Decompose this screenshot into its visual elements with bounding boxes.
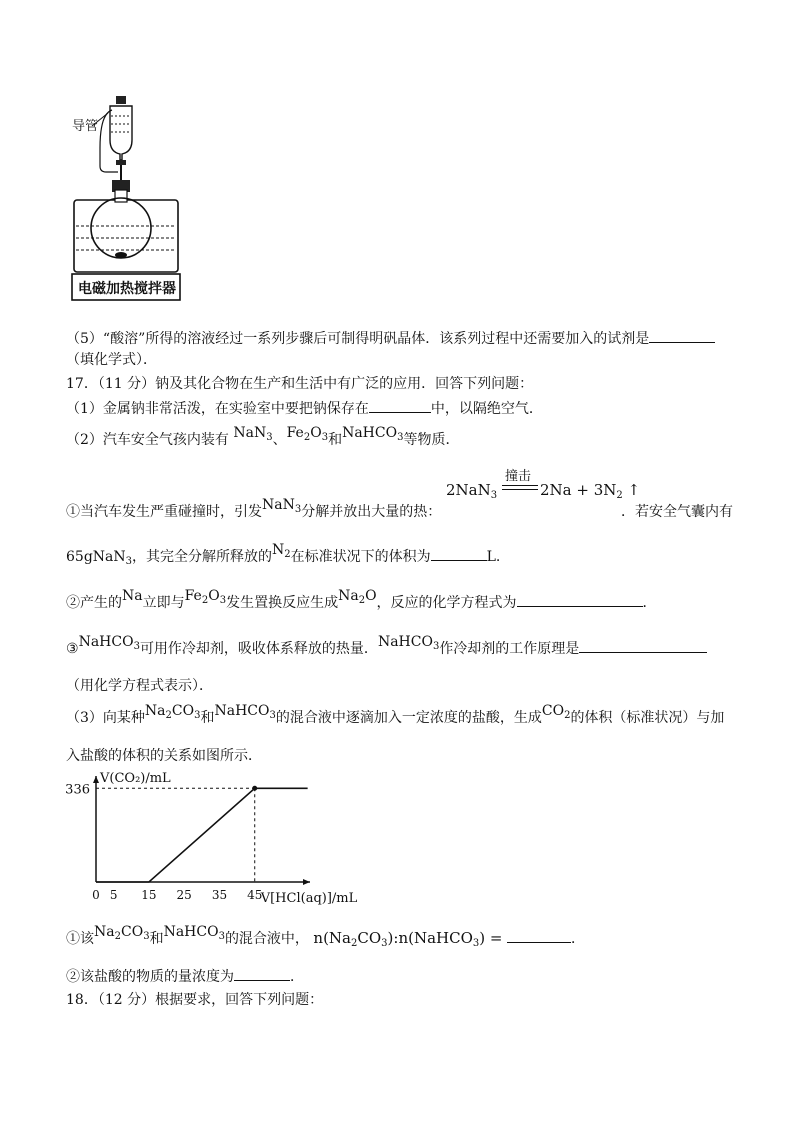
x-tick-label: 5 <box>109 888 118 902</box>
formula-fe2o3: $Fe_2O_3$ <box>286 425 329 443</box>
tube-label: 导管 <box>72 119 99 134</box>
eq-right: $2Na + 3N_2$ ↑ <box>540 481 641 501</box>
q17-c1-line2: 65gNaN$_3$，其完全分解所释放的$N_2$在标准状况下的体积为 L. <box>66 542 501 567</box>
eq-double-line <box>502 485 538 490</box>
q17-part3: （3）向某种$Na_2CO_3$和NaHCO$_3$的混合液中逐滴加入一定浓度的盐酸，生成$CO_2$的体积（标准状况）与加 <box>66 703 725 726</box>
x-axis-arrow <box>303 879 310 885</box>
formula-fe2o3: $Fe_2O_3$ <box>184 588 227 606</box>
formula-mass: 65gNaN$_3$ <box>66 549 132 567</box>
formula-n2: $N_2$ <box>272 542 291 560</box>
q16-5-line2: （填化学式）． <box>66 352 157 368</box>
eq-condition: 撞击 <box>505 469 532 484</box>
x-axis-label: V[HCl(aq)]/mL <box>260 891 358 906</box>
y-axis-label: V(CO₂)/mL <box>100 771 171 786</box>
formula-nan3: NaN$_3$ <box>262 497 302 515</box>
formula-na2o: $Na_2O$ <box>338 588 377 606</box>
x-tick-label: 25 <box>176 888 192 902</box>
x-tick-label: 15 <box>141 888 157 902</box>
q17-part3-line2: 入盐酸的体积的关系如图所示． <box>66 748 262 764</box>
funnel-body <box>110 106 132 160</box>
funnel-cap <box>116 96 126 104</box>
stirrer-label: 电磁加热搅拌器 <box>78 281 176 297</box>
formula-na2co3: $Na_2CO_3$ <box>94 924 150 942</box>
ratio-expression: $n(Na_2CO_3):n(NaHCO_3)$ = <box>313 929 503 949</box>
q17-c3: ③NaHCO$_3$可用作冷却剂，吸收体系释放的热量．NaHCO$_3$作冷却剂的工作原理是 <box>66 638 707 664</box>
q17-part1: （1）金属钠非常活泼，在实验室中要把钠保存在 中，以隔绝空气． <box>66 398 543 419</box>
q17-c3-line2: （用化学方程式表示）． <box>66 678 213 694</box>
formula-nahco3: NaHCO$_3$ <box>78 634 140 652</box>
formula-na2co3: $Na_2CO_3$ <box>144 703 201 721</box>
q17-c1-line1: ①当汽车发生严重碰撞时，引发NaN$_3$分解并放出大量的热： ．若安全气囊内有 <box>66 497 733 520</box>
answer-blank[interactable] <box>649 328 715 343</box>
formula-nahco3: NaHCO$_3$ <box>214 703 276 721</box>
q17-s1: ①该$Na_2CO_3$和NaHCO$_3$的混合液中， $n(Na_2CO_3):n(NaHCO_3)$ = ． <box>66 924 585 949</box>
answer-blank[interactable] <box>369 398 431 413</box>
answer-blank[interactable] <box>234 966 290 981</box>
stir-bar <box>115 252 127 258</box>
formula-nahco3: NaHCO$_3$ <box>163 924 225 942</box>
y-axis-arrow <box>93 776 99 783</box>
formula-nahco3: NaHCO$_3$ <box>377 634 440 652</box>
q17-part2: （2）汽车安全气孩内装有 NaN$_3$、$Fe_2O_3$和NaHCO$_3$等物质． <box>66 425 460 448</box>
formula-co2: $CO_2$ <box>541 703 571 721</box>
x-tick-label: 35 <box>211 888 228 902</box>
answer-blank[interactable] <box>431 546 487 561</box>
formula-nan3: NaN$_3$ <box>233 425 273 443</box>
water-bath <box>74 200 178 272</box>
answer-blank[interactable] <box>517 592 643 607</box>
answer-blank[interactable] <box>507 928 571 943</box>
apparatus-figure <box>70 88 190 304</box>
x-tick-label: 0 <box>92 888 100 902</box>
q17-header: 17．（11 分）钠及其化合物在生产和生活中有广泛的应用．回答下列问题： <box>66 376 534 392</box>
q18-header: 18．（12 分）根据要求，回答下列问题： <box>66 992 324 1008</box>
data-point <box>252 786 257 791</box>
formula-na: Na <box>122 588 143 604</box>
co2-volume-chart <box>60 766 358 906</box>
q16-5-line1: （5）“酸溶”所得的溶液经过一系列步骤后可制得明矾晶体．该系列过程中还需要加入的试剂是 <box>66 328 715 349</box>
y-tick-label: 336 <box>65 782 90 798</box>
eq-left: 2NaN$_3$ <box>446 481 498 501</box>
x-tick-label: 45 <box>247 888 263 902</box>
q17-c2: ②产生的Na立即与$Fe_2O_3$发生置换反应生成$Na_2O$，反应的化学方程式为 ． <box>66 588 657 611</box>
q17-s2: ②该盐酸的物质的量浓度为 ． <box>66 966 304 987</box>
series-line <box>96 788 308 882</box>
answer-blank[interactable] <box>579 638 707 653</box>
formula-nahco3: NaHCO$_3$ <box>342 425 404 443</box>
